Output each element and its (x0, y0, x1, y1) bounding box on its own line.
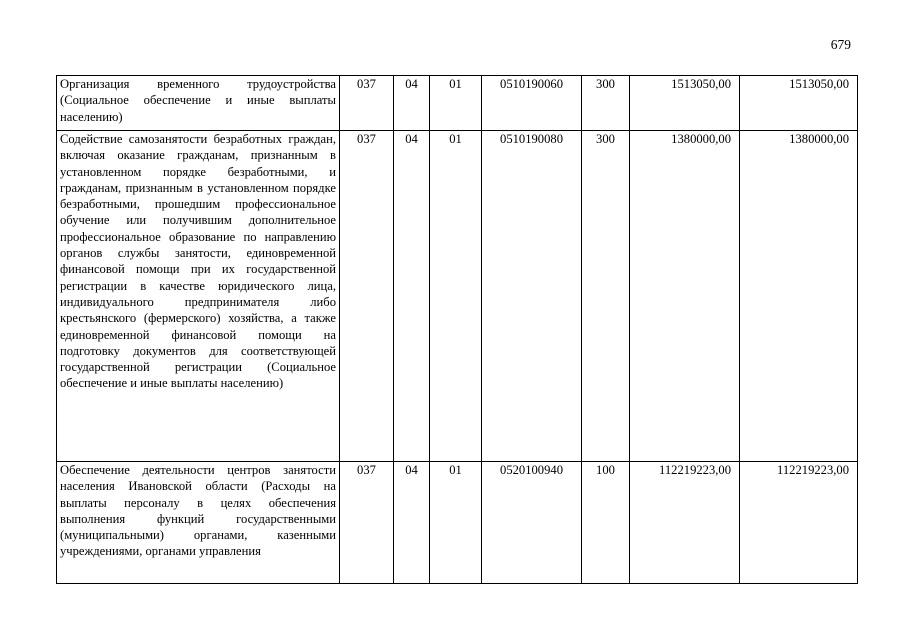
expense-type-code: 300 (582, 76, 630, 131)
row-description: Содействие самозанятости безработных граждан, включая оказание гражданам, признанным в установленном порядке безработными, и гражданам, признанным в установленном порядке безработными, прошедшим профессиональное обучение или получившим дополнительное профессиональное образование по направлению органов службы занятости, единовременной финансовой помощи при их государственной регистрации в качестве юридического лица, индивидуального предпринимателя либо крестьянского (фермерского) хозяйства, а также единовременной финансовой помощи на подготовку документов для соответствующей государственной регистрации (Социальное обеспечение и иные выплаты населению) (57, 131, 340, 462)
expense-type-code: 300 (582, 131, 630, 462)
ministry-code: 037 (340, 76, 394, 131)
subsection-code: 01 (430, 131, 482, 462)
expense-type-code: 100 (582, 462, 630, 584)
amount-2: 112219223,00 (740, 462, 858, 584)
row-description: Организация временного трудоустройства (Социальное обеспечение и иные выплаты населению) (57, 76, 340, 131)
amount-2: 1380000,00 (740, 131, 858, 462)
amount-1: 1513050,00 (630, 76, 740, 131)
page-number: 679 (830, 37, 851, 52)
table-row (57, 462, 858, 584)
subsection-code: 01 (430, 462, 482, 584)
ministry-code: 037 (340, 131, 394, 462)
section-code: 04 (394, 462, 430, 584)
amount-2: 1513050,00 (740, 76, 858, 131)
budget-table (56, 75, 858, 584)
subsection-code: 01 (430, 76, 482, 131)
ministry-code: 037 (340, 462, 394, 584)
table-row (57, 76, 858, 131)
table-row (57, 131, 858, 462)
row-description: Обеспечение деятельности центров занятости населения Ивановской области (Расходы на выплаты персоналу в целях обеспечения выполнения функций государственными (муниципальными) органами, казенными учреждениями, органами управления (57, 462, 340, 584)
target-article-code: 0510190080 (482, 131, 582, 462)
amount-1: 1380000,00 (630, 131, 740, 462)
amount-1: 112219223,00 (630, 462, 740, 584)
target-article-code: 0510190060 (482, 76, 582, 131)
section-code: 04 (394, 131, 430, 462)
target-article-code: 0520100940 (482, 462, 582, 584)
section-code: 04 (394, 76, 430, 131)
